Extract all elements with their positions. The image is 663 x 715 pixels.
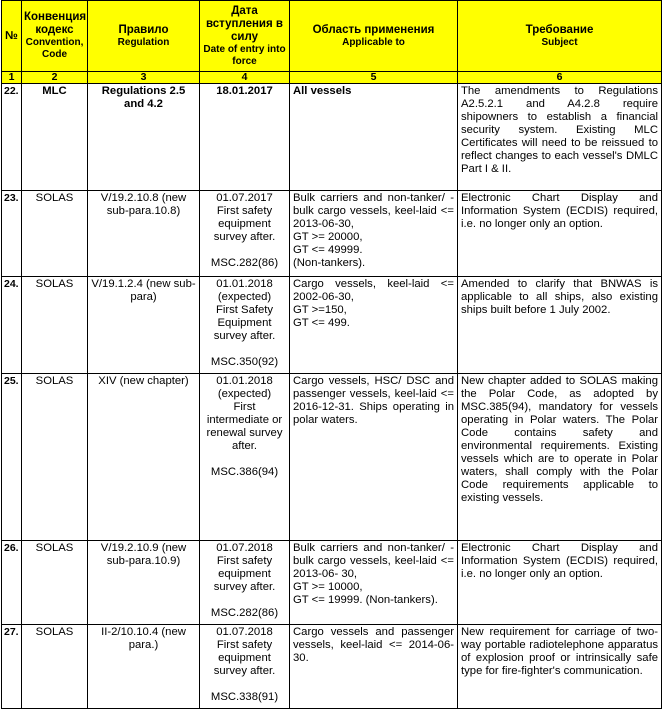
applicable-line: GT >= 10000, xyxy=(293,581,363,593)
convention-cell: SOLAS xyxy=(22,541,88,625)
header-applicable: Область применения Applicable to xyxy=(290,1,458,72)
row-number: 24. xyxy=(2,277,22,374)
column-number: 1 xyxy=(2,72,22,84)
convention-cell: SOLAS xyxy=(22,191,88,277)
applicable-line: GT <= 499. xyxy=(293,317,350,329)
date-value: 01.01.2018 (expected) xyxy=(216,278,273,303)
msc-reference: MSC.282(86) xyxy=(210,257,279,269)
column-number-row xyxy=(2,72,662,84)
regulations-table xyxy=(1,0,662,709)
header-num: № xyxy=(2,1,22,72)
applicable-cell xyxy=(290,191,458,277)
convention-cell: SOLAS xyxy=(22,625,88,709)
date-note: First safety equipment survey after. xyxy=(213,555,276,593)
subject-cell: New chapter added to SOLAS making the Polar Code, as adopted by MSC.385(94), mandatory for vessels operating in Polar waters. The Polar Code contains safety and environmental requirements. Existing vessels which are to operate in Polar waters, shall comply with the Polar Code requirements applicable to existing vessels. xyxy=(458,374,662,541)
msc-reference: MSC.338(91) xyxy=(210,691,279,703)
regulation-cell: II-2/10.10.4 (new para.) xyxy=(88,625,200,709)
column-number: 3 xyxy=(88,72,200,84)
column-number: 5 xyxy=(290,72,458,84)
date-value: 01.07.2018 xyxy=(216,626,273,638)
msc-reference: MSC.350(92) xyxy=(210,356,279,368)
column-number: 6 xyxy=(458,72,662,84)
applicable-line: GT <= 19999. (Non-tankers). xyxy=(293,594,438,606)
applicable-cell: Cargo vessels and passenger vessels, keel-laid <= 2014-06-30. xyxy=(290,625,458,709)
header-date: Дата вступления в силу Date of entry into force xyxy=(200,1,290,72)
date-cell: 18.01.2017 xyxy=(200,84,290,191)
header-row xyxy=(2,1,662,72)
applicable-line: GT <= 49999. xyxy=(293,244,363,256)
date-cell xyxy=(200,625,290,709)
subject-cell: Electronic Chart Display and Information System (ECDIS) required, i.e. no longer only an option. xyxy=(458,541,662,625)
convention-cell: SOLAS xyxy=(22,374,88,541)
subject-cell: Electronic Chart Display and Information System (ECDIS) required, i.e. no longer only an option. xyxy=(458,191,662,277)
date-note: First intermediate or renewal survey after. xyxy=(206,401,283,452)
date-cell xyxy=(200,277,290,374)
table-row xyxy=(2,277,662,374)
applicable-line: Cargo vessels, keel-laid <= 2002-06-30, xyxy=(293,278,454,303)
applicable-line: GT >= 20000, xyxy=(293,231,363,243)
table-row xyxy=(2,374,662,541)
column-number: 2 xyxy=(22,72,88,84)
row-number: 23. xyxy=(2,191,22,277)
regulation-cell: XIV (new chapter) xyxy=(88,374,200,541)
regulation-cell: V/19.1.2.4 (new sub-para) xyxy=(88,277,200,374)
subject-cell: The amendments to Regulations A2.5.2.1 and A4.2.8 require shipowners to establish a financial security system. Existing MLC Certificates will need to be reissued to reflect changes to each vessel's DMLC Part I & II. xyxy=(458,84,662,191)
date-value: 01.07.2018 xyxy=(216,542,273,554)
date-value: 01.07.2017 xyxy=(216,192,273,204)
date-cell xyxy=(200,374,290,541)
header-convention: Конвенция кодекс Convention, Code xyxy=(22,1,88,72)
convention-cell: SOLAS xyxy=(22,277,88,374)
regulation-cell: Regulations 2.5 and 4.2 xyxy=(88,84,200,191)
subject-cell: Amended to clarify that BNWAS is applicable to all ships, also existing ships built before 1 July 2002. xyxy=(458,277,662,374)
date-note: First safety equipment survey after. xyxy=(213,639,276,677)
date-note: First safety equipment survey after. xyxy=(213,205,276,243)
date-note: First Safety Equipment survey after. xyxy=(213,304,276,342)
row-number: 22. xyxy=(2,84,22,191)
header-regulation: Правило Regulation xyxy=(88,1,200,72)
date-value: 01.01.2018 (expected) xyxy=(216,375,273,400)
applicable-cell: Cargo vessels, HSC/ DSC and passenger vessels, keel-laid <= 2016-12-31. Ships operating in polar waters. xyxy=(290,374,458,541)
table-row xyxy=(2,541,662,625)
msc-reference: MSC.386(94) xyxy=(210,466,279,478)
applicable-line: (Non-tankers). xyxy=(293,257,366,269)
regulation-cell: V/19.2.10.8 (new sub-para.10.8) xyxy=(88,191,200,277)
table-row xyxy=(2,625,662,709)
applicable-cell: All vessels xyxy=(290,84,458,191)
applicable-cell xyxy=(290,277,458,374)
column-number: 4 xyxy=(200,72,290,84)
applicable-cell xyxy=(290,541,458,625)
applicable-line: Bulk carriers and non-tanker/ -bulk cargo vessels, keel-laid <= 2013-06-30, xyxy=(293,192,454,230)
row-number: 26. xyxy=(2,541,22,625)
date-cell xyxy=(200,191,290,277)
table-row xyxy=(2,84,662,191)
regulation-cell: V/19.2.10.9 (new sub-para.10.9) xyxy=(88,541,200,625)
subject-cell: New requirement for carriage of two-way portable radiotelephone apparatus of explosion proof or intrinsically safe type for fire-fighter's communication. xyxy=(458,625,662,709)
table-row xyxy=(2,191,662,277)
header-subject: Требование Subject xyxy=(458,1,662,72)
convention-cell: MLC xyxy=(22,84,88,191)
msc-reference: MSC.282(86) xyxy=(210,607,279,619)
row-number: 25. xyxy=(2,374,22,541)
applicable-line: Bulk carriers and non-tanker/ -bulk cargo vessels, keel-laid <= 2013-06- 30, xyxy=(293,542,454,580)
applicable-line: GT >=150, xyxy=(293,304,347,316)
date-cell xyxy=(200,541,290,625)
row-number: 27. xyxy=(2,625,22,709)
